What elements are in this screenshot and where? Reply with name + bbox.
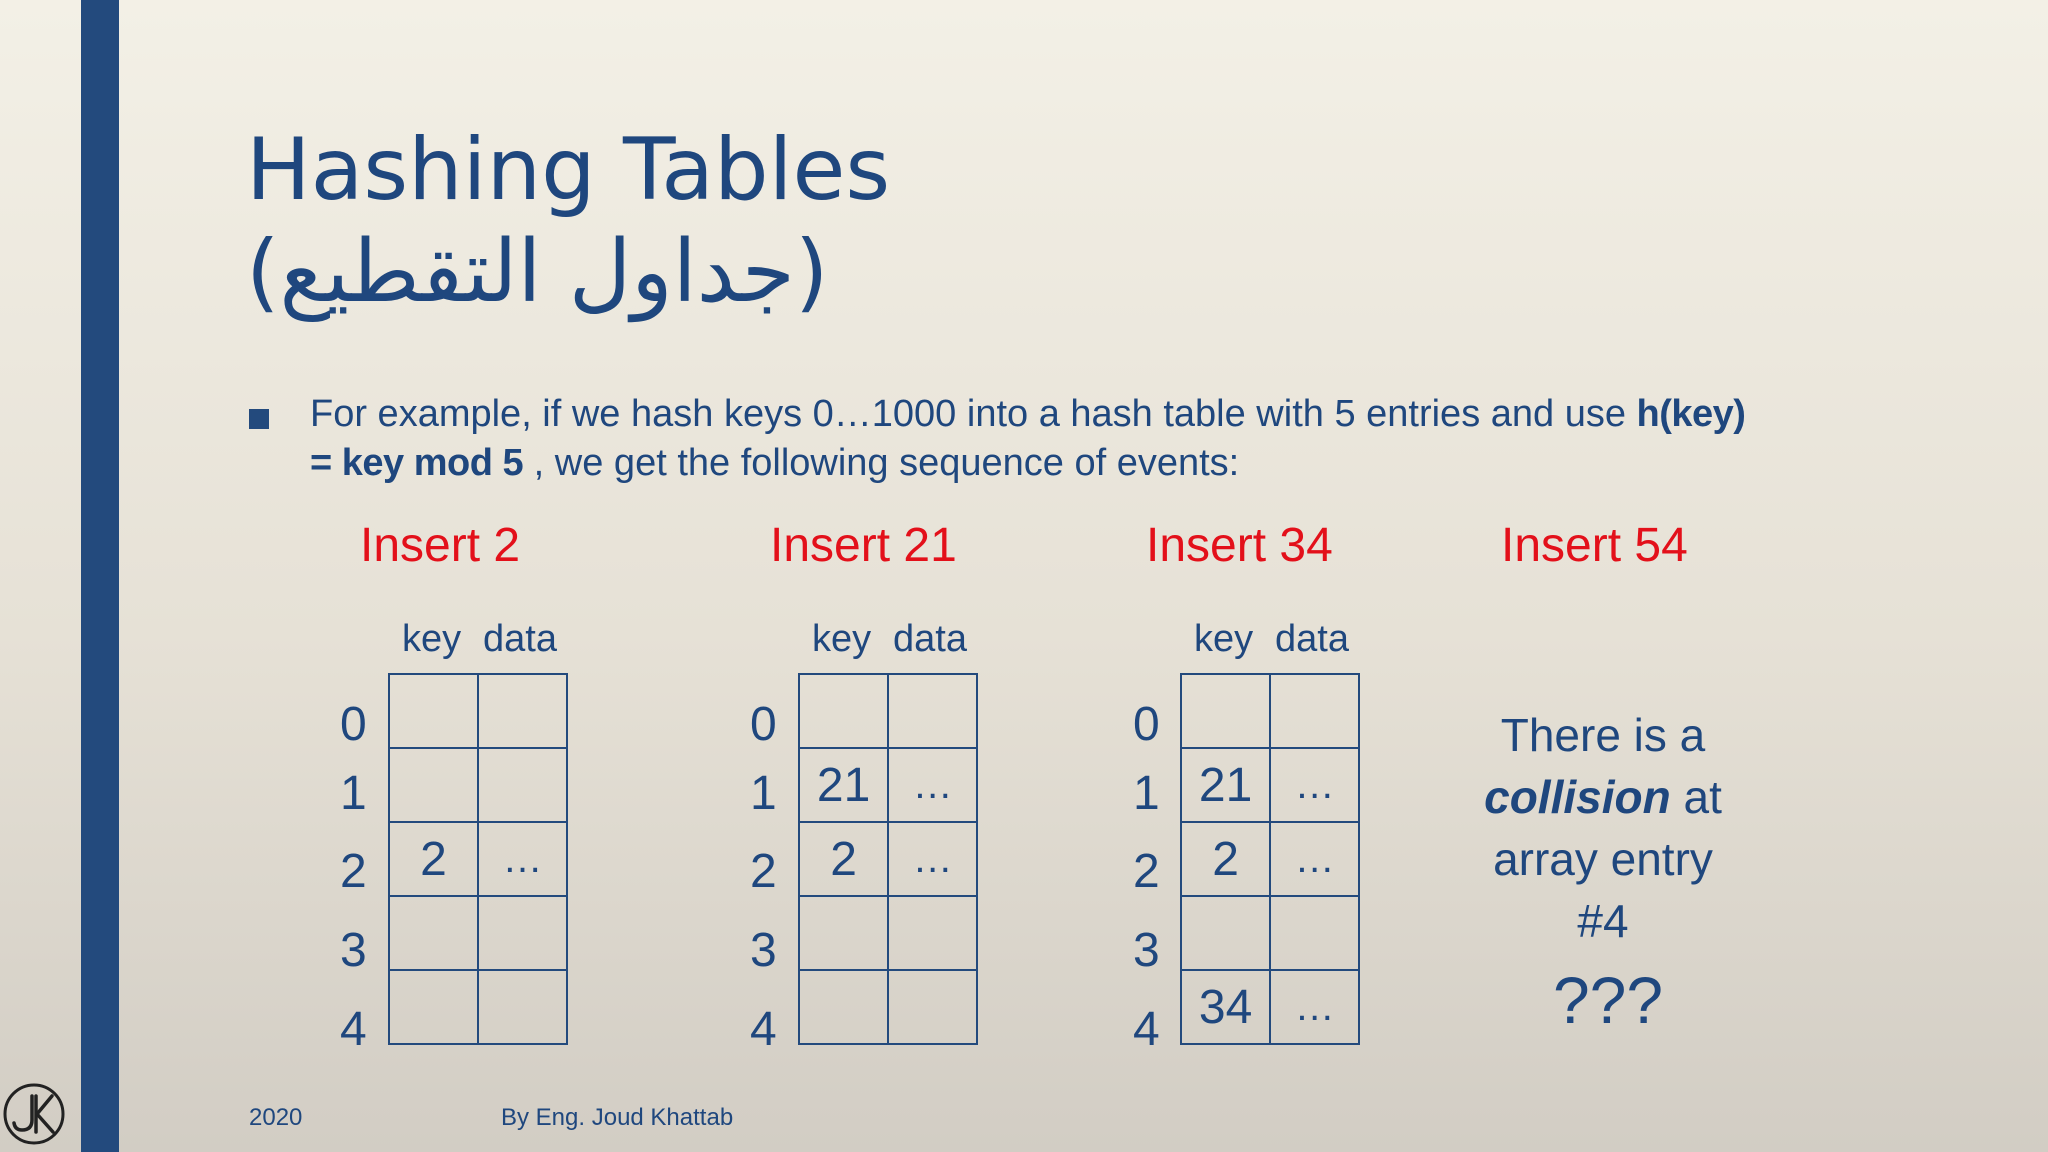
collision-line-1: There is a xyxy=(1500,709,1706,761)
table-row xyxy=(799,896,977,970)
collision-line-3: array entry xyxy=(1493,833,1713,885)
collision-line-2 xyxy=(1458,766,1748,828)
key-cell: 34 xyxy=(1181,970,1270,1044)
table-row xyxy=(1181,674,1359,748)
table-row xyxy=(389,748,567,822)
key-column-header: key xyxy=(812,618,872,660)
data-cell: … xyxy=(888,748,977,822)
bullet-text-after: , we get the following sequence of events: xyxy=(523,442,1240,484)
row-index: 3 xyxy=(340,924,367,977)
bullet-paragraph xyxy=(310,390,1760,488)
table-row xyxy=(389,822,567,896)
question-marks: ??? xyxy=(1552,963,1664,1037)
table-row xyxy=(389,674,567,748)
key-cell xyxy=(1181,896,1270,970)
key-cell: 2 xyxy=(1181,822,1270,896)
row-index: 4 xyxy=(750,1003,777,1056)
hash-table-insert-34 xyxy=(1180,673,1360,1045)
key-cell: 21 xyxy=(799,748,888,822)
data-cell: … xyxy=(1270,822,1359,896)
collision-line-2-rest: at xyxy=(1670,771,1722,823)
slide-title-arabic: (جداول التقطيع) xyxy=(246,222,829,322)
collision-note xyxy=(1458,704,1748,952)
table-row xyxy=(1181,748,1359,822)
data-cell: … xyxy=(888,822,977,896)
table-row xyxy=(799,970,977,1044)
data-cell: … xyxy=(1270,748,1359,822)
data-cell xyxy=(478,970,567,1044)
table-row xyxy=(389,896,567,970)
key-cell: 2 xyxy=(799,822,888,896)
key-cell: 21 xyxy=(1181,748,1270,822)
data-cell xyxy=(888,896,977,970)
data-column-header: data xyxy=(1275,618,1349,660)
collision-emphasis: collision xyxy=(1484,771,1671,823)
jk-logo-icon xyxy=(2,1082,66,1146)
bullet-square-icon xyxy=(249,409,269,429)
key-cell xyxy=(799,896,888,970)
table-row xyxy=(799,674,977,748)
data-column-header: data xyxy=(893,618,967,660)
table-row xyxy=(389,970,567,1044)
hash-formula: h(key) = key mod 5 xyxy=(310,393,1746,484)
footer-author: By Eng. Joud Khattab xyxy=(501,1104,734,1131)
slide-title: Hashing Tables xyxy=(246,120,891,220)
row-index: 1 xyxy=(340,767,367,820)
hash-table-insert-2 xyxy=(388,673,568,1045)
data-cell xyxy=(478,748,567,822)
row-index: 0 xyxy=(340,698,367,751)
sidebar-accent-bar xyxy=(81,0,119,1152)
row-index: 2 xyxy=(1133,845,1160,898)
data-column-header: data xyxy=(483,618,557,660)
key-column-header: key xyxy=(402,618,462,660)
data-cell xyxy=(1270,674,1359,748)
step-title-insert-21: Insert 21 xyxy=(770,519,957,572)
data-cell xyxy=(888,674,977,748)
key-cell xyxy=(799,970,888,1044)
key-column-header: key xyxy=(1194,618,1254,660)
key-cell xyxy=(799,674,888,748)
step-title-insert-54: Insert 54 xyxy=(1501,519,1688,572)
row-index: 3 xyxy=(750,924,777,977)
step-title-insert-2: Insert 2 xyxy=(360,519,521,572)
collision-line-4: #4 xyxy=(1577,895,1629,947)
row-index: 4 xyxy=(340,1003,367,1056)
table-row xyxy=(799,748,977,822)
row-index: 1 xyxy=(750,767,777,820)
row-index: 0 xyxy=(750,698,777,751)
row-index: 2 xyxy=(340,845,367,898)
hash-table-insert-21 xyxy=(798,673,978,1045)
footer-year: 2020 xyxy=(249,1104,303,1131)
data-cell xyxy=(888,970,977,1044)
key-cell xyxy=(389,748,478,822)
key-cell: 2 xyxy=(389,822,478,896)
table-row xyxy=(1181,970,1359,1044)
row-index: 4 xyxy=(1133,1003,1160,1056)
table-row xyxy=(799,822,977,896)
row-index: 2 xyxy=(750,845,777,898)
data-cell xyxy=(478,896,567,970)
step-title-insert-34: Insert 34 xyxy=(1146,519,1333,572)
data-cell xyxy=(1270,896,1359,970)
key-cell xyxy=(389,674,478,748)
key-cell xyxy=(389,970,478,1044)
data-cell: … xyxy=(478,822,567,896)
table-row xyxy=(1181,896,1359,970)
bullet-text-before: For example, if we hash keys 0…1000 into a hash table with 5 entries and use xyxy=(310,393,1637,435)
key-cell xyxy=(1181,674,1270,748)
data-cell: … xyxy=(1270,970,1359,1044)
key-cell xyxy=(389,896,478,970)
row-index: 0 xyxy=(1133,698,1160,751)
row-index: 3 xyxy=(1133,924,1160,977)
table-row xyxy=(1181,822,1359,896)
data-cell xyxy=(478,674,567,748)
row-index: 1 xyxy=(1133,767,1160,820)
